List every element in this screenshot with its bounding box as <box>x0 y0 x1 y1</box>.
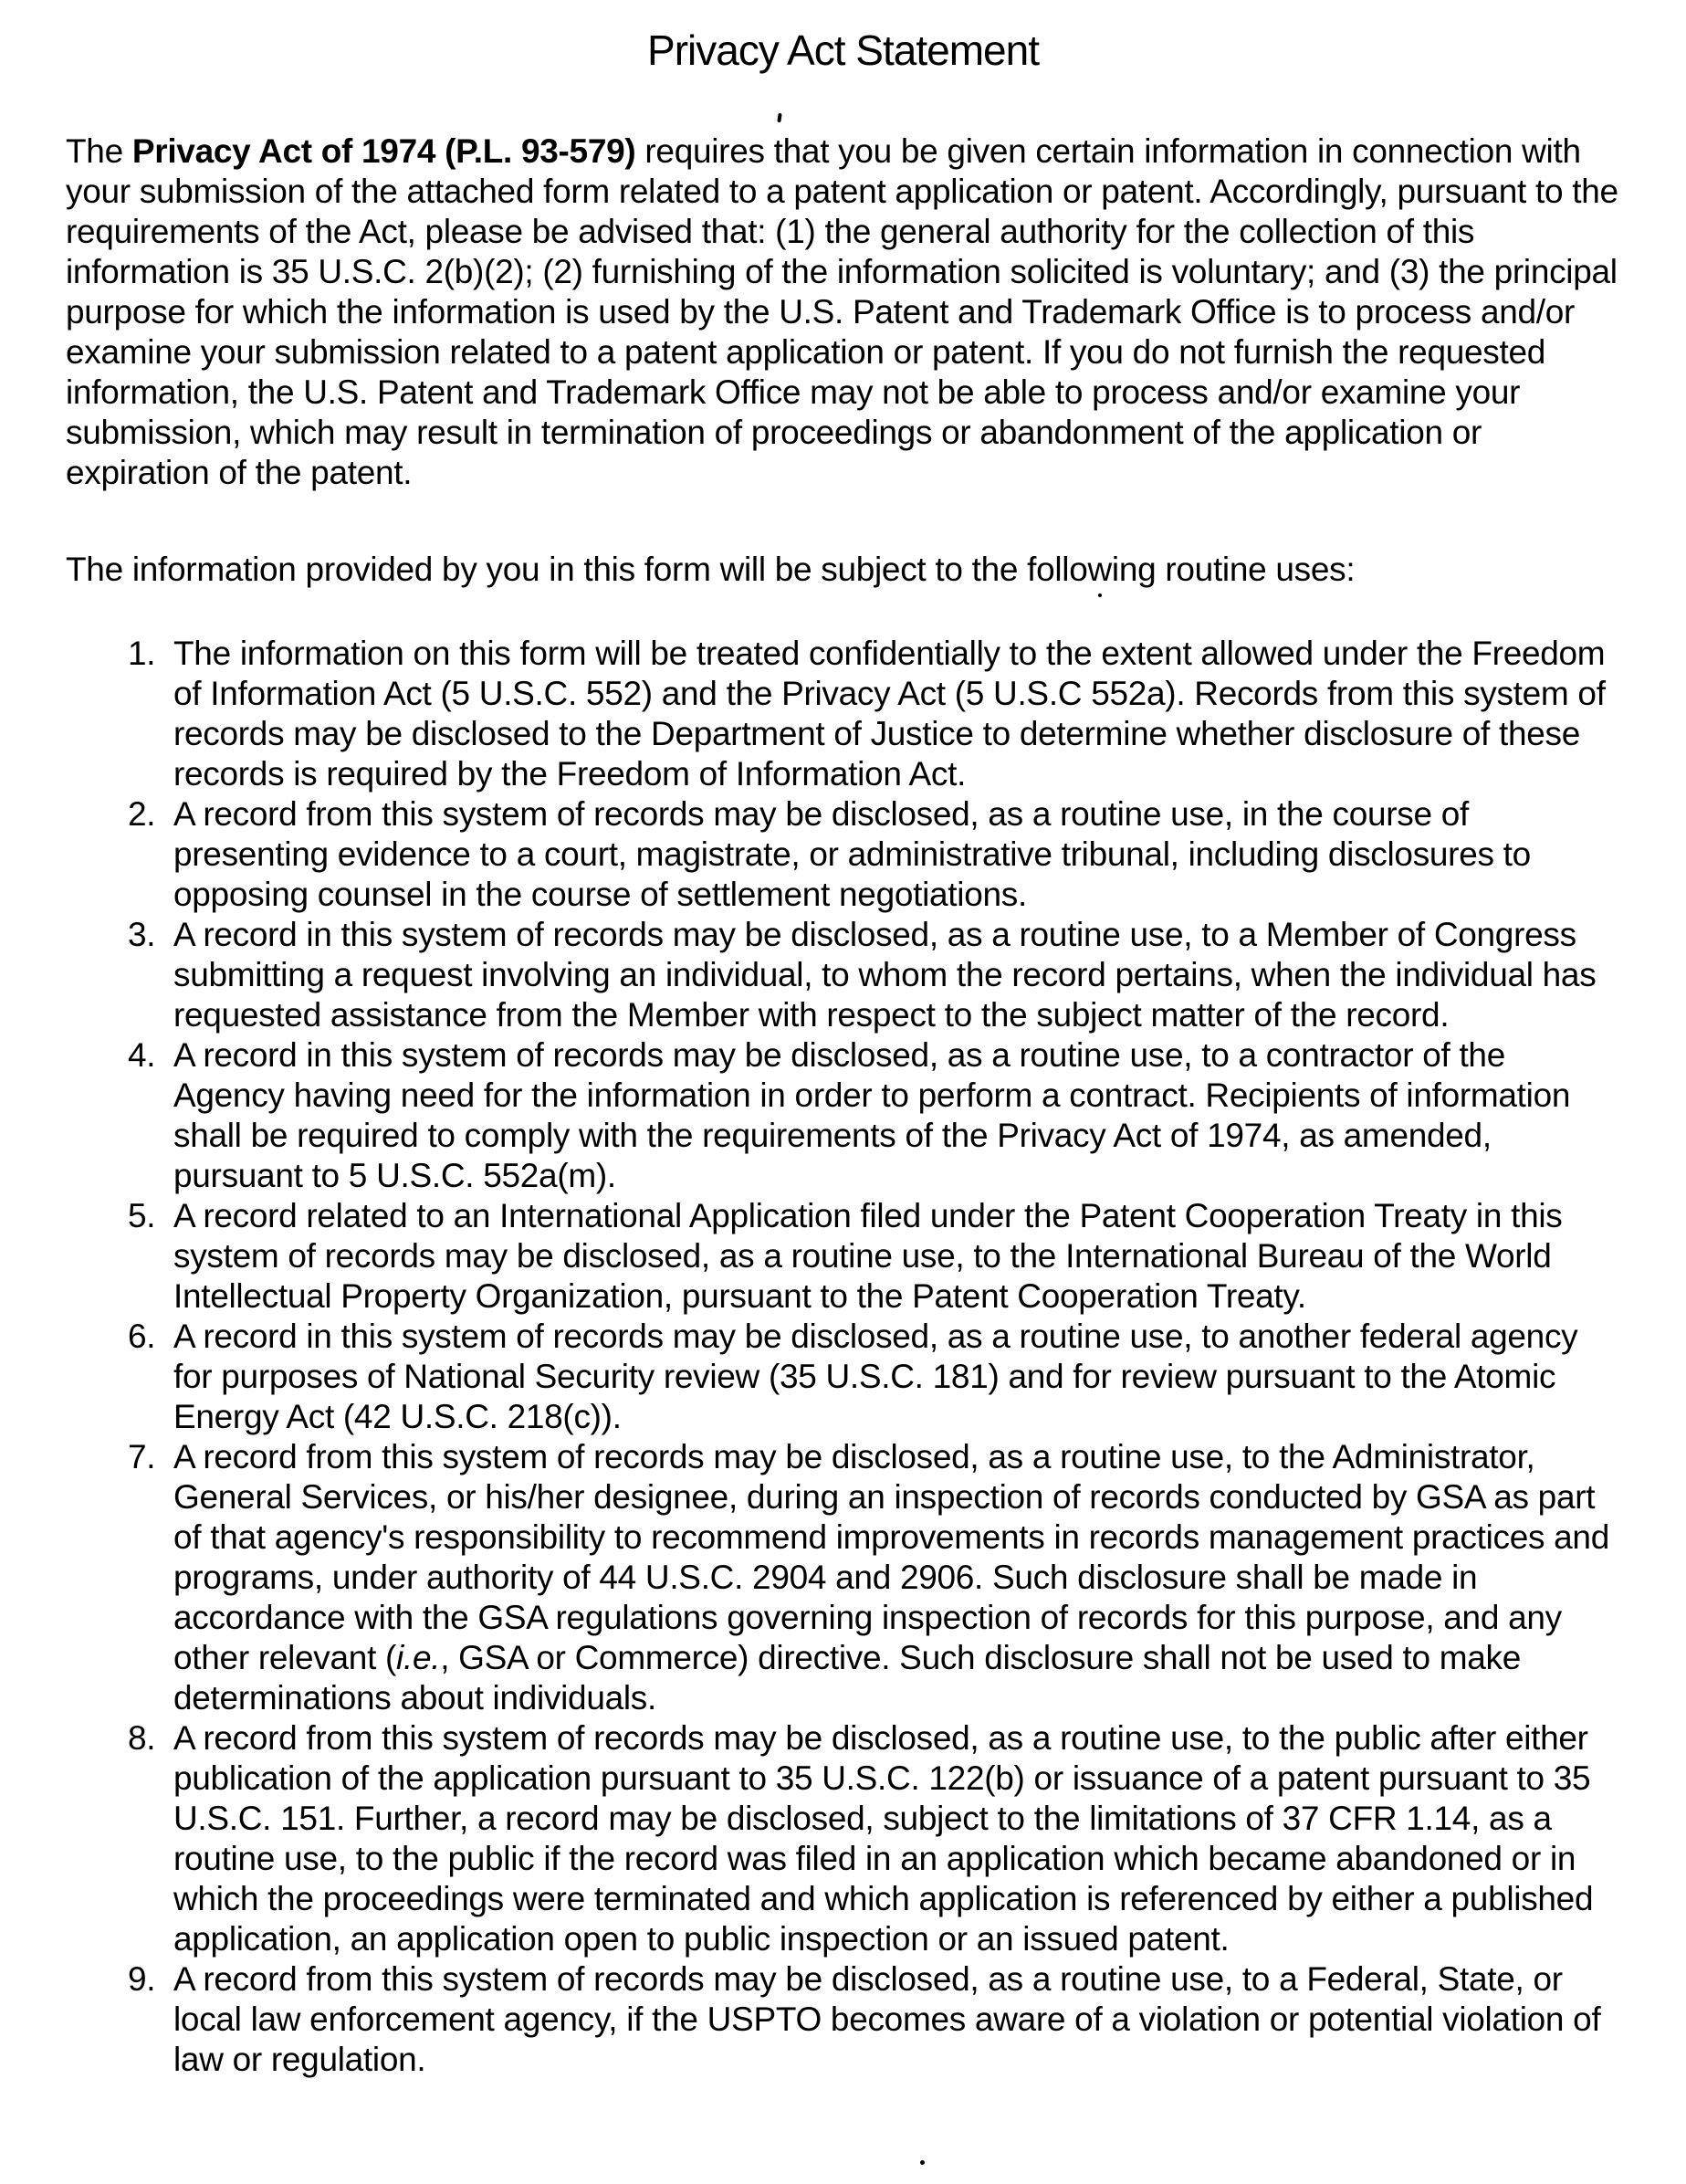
document-body <box>66 131 1622 2080</box>
list-item-text <box>173 1317 1622 1437</box>
text-segment: A record in this system of records may be disclosed, as a routine use, to a Member of Congress submitting a request involving an individual, to whom the record pertains, when the individual has requested assistance from the Member with respect to the subject matter of the record. <box>173 916 1597 1034</box>
list-item-text <box>173 634 1622 794</box>
list-item-number: 2. <box>128 795 156 833</box>
text-segment: A record from this system of records may be disclosed, as a routine use, in the course of presenting evidence to a court, magistrate, or administrative tribunal, including disclosures to opposing counsel in the course of settlement negotiations. <box>173 795 1531 913</box>
list-item-text <box>173 915 1622 1035</box>
list-item-text <box>173 794 1622 915</box>
list-item-text <box>173 1196 1622 1317</box>
text-segment: Privacy Act of 1974 (P.L. 93-579) <box>131 132 636 170</box>
text-segment: A record from this system of records may be disclosed, as a routine use, to a Federal, State, or local law enforcement agency, if the USPTO becomes aware of a violation or potential violation of law or regulation. <box>173 1960 1601 2078</box>
list-item <box>128 794 1622 915</box>
list-item <box>128 634 1622 794</box>
routine-uses-lead: The information provided by you in this form will be subject to the following routine uses: <box>66 551 1356 588</box>
list-item-number: 9. <box>128 1960 156 1998</box>
list-item-text <box>173 1035 1622 1196</box>
list-item-number: 7. <box>128 1438 156 1475</box>
list-item-text <box>173 1959 1622 2080</box>
text-segment: The <box>66 132 132 170</box>
list-item-number: 3. <box>128 916 156 953</box>
list-item-number: 1. <box>128 635 156 672</box>
text-segment: A record in this system of records may be disclosed, as a routine use, to a contractor of the Agency having need for the information in order to perform a contract. Recipients of information shall be required to comply with the requirements of the Privacy Act of 1974, as amended, pursuant to 5 U.S.C. 552a(m). <box>173 1036 1571 1194</box>
list-item <box>128 1718 1622 1959</box>
intro-paragraph <box>66 131 1622 493</box>
text-segment: A record related to an International Application filed under the Patent Cooperation Treaty in this system of records may be disclosed, as a routine use, to the International Bureau of the World Intellectual Property Organization, pursuant to the Patent Cooperation Treaty. <box>173 1197 1563 1315</box>
list-item <box>128 1196 1622 1317</box>
text-segment: The information on this form will be treated confidentially to the extent allowed under the Freedom of Information Act (5 U.S.C. 552) and the Privacy Act (5 U.S.C 552a). Records from this system of records may be disclosed to the Department of Justice to determine whether disclosure of these records is required by the Freedom of Information Act. <box>173 635 1606 793</box>
list-item-text <box>173 1718 1622 1959</box>
text-segment: A record in this system of records may be disclosed, as a routine use, to another federal agency for purposes of National Security review (35 U.S.C. 181) and for review pursuant to the Atomic Energy Act (42 U.S.C. 218(c)). <box>173 1318 1578 1435</box>
list-item <box>128 1317 1622 1437</box>
list-item-number: 6. <box>128 1318 156 1355</box>
routine-uses-list <box>66 634 1622 2080</box>
list-item <box>128 1959 1622 2080</box>
text-segment: A record from this system of records may be disclosed, as a routine use, to the Administrator, General Services, or his/her designee, during an inspection of records conducted by GSA as part of that agency's responsibility to recommend improvements in records management practices and programs, under authority of 44 U.S.C. 2904 and 2906. Such disclosure shall be made in accordance with the GSA regulations governing inspection of records for this purpose, and any other relevant ( <box>173 1438 1609 1676</box>
scan-speck <box>920 2160 925 2165</box>
list-item <box>128 1035 1622 1196</box>
text-segment: , GSA or Commerce) directive. Such disclosure shall not be used to make determinations about individuals. <box>173 1639 1522 1717</box>
scan-speck <box>777 113 781 122</box>
text-segment: A record from this system of records may be disclosed, as a routine use, to the public after either publication of the application pursuant to 35 U.S.C. 122(b) or issuance of a patent pursuant to 35 U.S.C. 151. Further, a record may be disclosed, subject to the limitations of 37 CFR 1.14, as a routine use, to the public if the record was filed in an application which became abandoned or in which the proceedings were terminated and which application is referenced by either a published application, an application open to public inspection or an issued patent. <box>173 1719 1594 1958</box>
list-item <box>128 915 1622 1035</box>
text-segment: i.e. <box>396 1639 441 1676</box>
scan-speck <box>1098 593 1102 597</box>
page-title: Privacy Act Statement <box>647 26 1039 74</box>
list-item-number: 4. <box>128 1036 156 1074</box>
list-item-number: 5. <box>128 1197 156 1234</box>
list-item-text <box>173 1437 1622 1718</box>
text-segment: requires that you be given certain information in connection with your submission of the attached form related to a patent application or patent. Accordingly, pursuant to the requirements of the Act, please be advised that: (1) the general authority for the collection of this information is 35 U.S.C. 2(b)(2); (2) furnishing of the information solicited is voluntary; and (3) the principal purpose for which the information is used by the U.S. Patent and Trademark Office is to process and/or examine your submission related to a patent application or patent. If you do not furnish the requested information, the U.S. Patent and Trademark Office may not be able to process and/or examine your submission, which may result in termination of proceedings or abandonment of the application or expiration of the patent. <box>66 132 1618 491</box>
list-item-number: 8. <box>128 1719 156 1757</box>
list-item <box>128 1437 1622 1718</box>
